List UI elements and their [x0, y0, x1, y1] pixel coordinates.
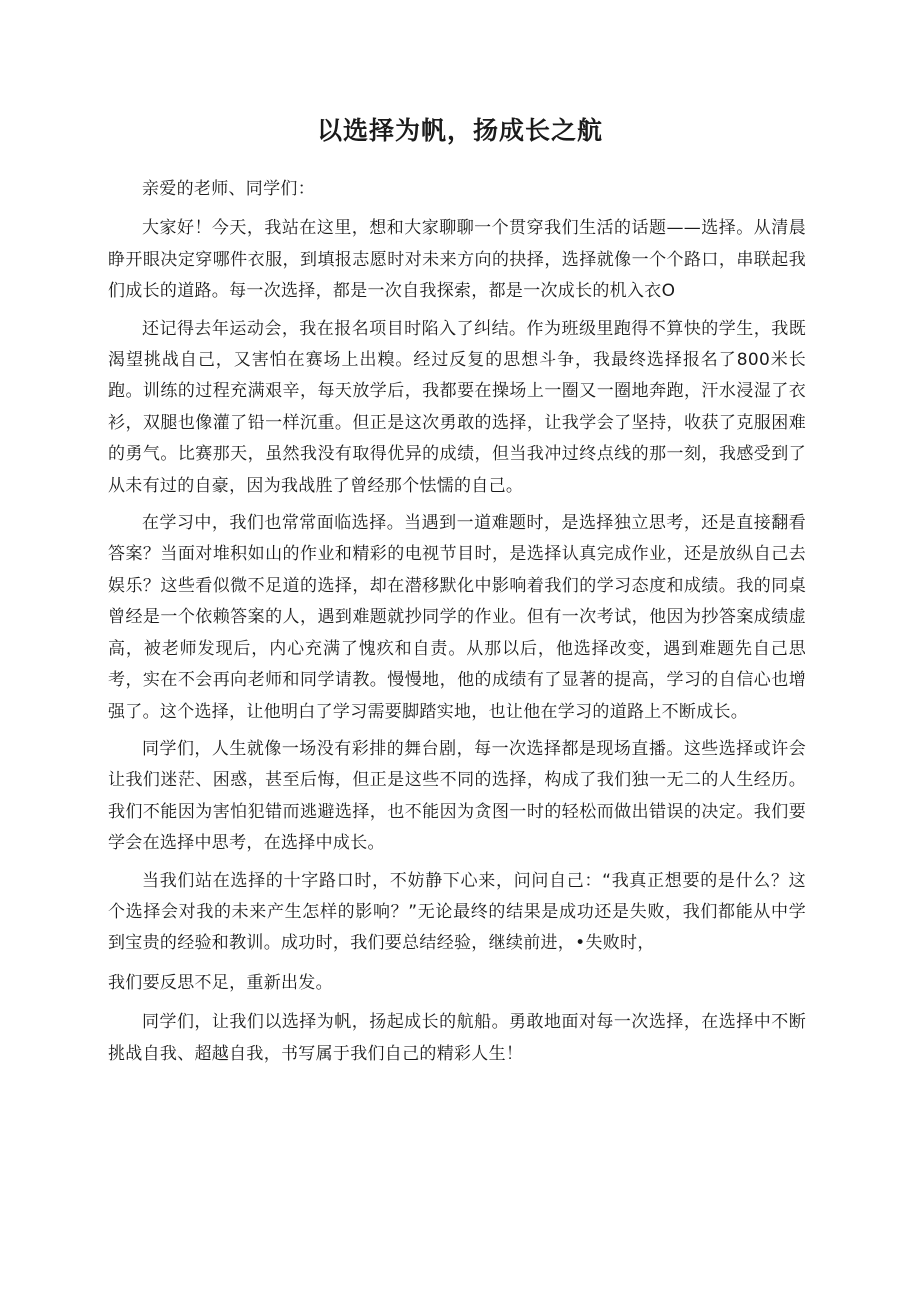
paragraph-life-stage: 同学们，人生就像一场没有彩排的舞台剧，每一次选择都是现场直播。这些选择或许会让我们迷茫、困惑，甚至后悔，但正是这些不同的选择，构成了我们独一无二的人生经历。我们不能因为害怕犯错而逃避选择，也不能因为贪图一时的轻松而做出错误的决定。我们要学会在选择中思考，在选择中成长。	[108, 738, 806, 854]
paragraph-study: 在学习中，我们也常常面临选择。当遇到一道难题时，是选择独立思考，还是直接翻看答案？当面对堆积如山的作业和精彩的电视节目时，是选择认真完成作业，还是放纵自己去娱乐？这些看似微不足道的选择，却在潜移默化中影响着我们的学习态度和成绩。我的同桌曾经是一个依赖答案的人，遇到难题就抄同学的作业。但有一次考试，他因为抄答案成绩虚高，被老师发现后，内心充满了愧疚和自责。从那以后，他选择改变，遇到难题先自己思考，实在不会再向老师和同学请教。慢慢地，他的成绩有了显著的提高，学习的自信心也增强了。这个选择，让他明白了学习需要脚踏实地，也让他在学习的道路上不断成长。	[108, 513, 806, 722]
paragraph-crossroads: 当我们站在选择的十字路口时，不妨静下心来，问问自己：“我真正想要的是什么？这个选择会对我的未来产生怎样的影响？”无论最终的结果是成功还是失败，我们都能从中学到宝贵的经验和教训。成功时，我们要总结经验，继续前进，•失败时，	[108, 870, 806, 954]
page-title: 以选择为帆，扬成长之航	[316, 116, 603, 145]
paragraph-sports-meet: 还记得去年运动会，我在报名项目时陷入了纠结。作为班级里跑得不算快的学生，我既渴望挑战自己，又害怕在赛场上出糗。经过反复的思想斗争，我最终选择报名了800米长跑。训练的过程充满艰辛，每天放学后，我都要在操场上一圈又一圈地奔跑，汗水浸湿了衣衫，双腿也像灌了铅一样沉重。但正是这次勇敢的选择，让我学会了坚持，收获了克服困难的勇气。比赛那天，虽然我没有取得优异的成绩，但当我冲过终点线的那一刻，我感受到了从未有过的自豪，因为我战胜了曾经那个怯懦的自己。	[108, 318, 806, 496]
speech-body	[108, 174, 806, 1076]
salutation: 亲爱的老师、同学们：	[142, 179, 315, 199]
paragraph-crossroads-continued: 我们要反思不足，重新出发。	[108, 972, 333, 993]
paragraph-intro: 大家好！今天，我站在这里，想和大家聊聊一个贯穿我们生活的话题——选择。从清晨睁开眼决定穿哪件衣服，到填报志愿时对未来方向的抉择，选择就像一个个路口，串联起我们成长的道路。每一次选择，都是一次自我探索，都是一次成长的机入衣O	[108, 218, 806, 302]
paragraph-closing: 同学们，让我们以选择为帆，扬起成长的航船。勇敢地面对每一次选择，在选择中不断挑战自我、超越自我，书写属于我们自己的精彩人生！	[108, 1012, 806, 1064]
